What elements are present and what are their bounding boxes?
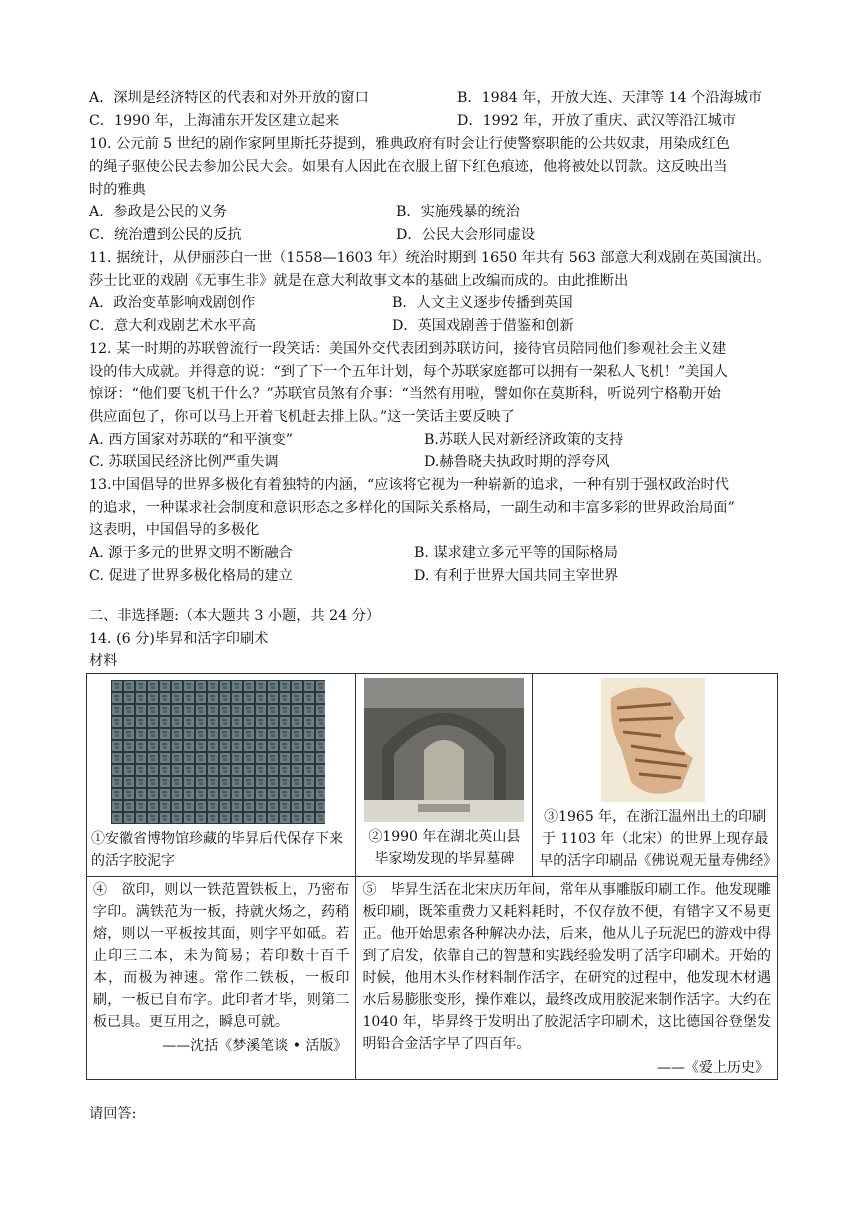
q10-stem-line: 10. 公元前 5 世纪的剧作家阿里斯托芬提到，雅典政府有时会让行使警察职能的公共奴隶，用染成红色 [89, 136, 730, 152]
q9-option-a: A．深圳是经济特区的代表和对外开放的窗口 [89, 90, 369, 106]
section2-heading: 二、非选择题:（本大题共 3 小题，共 24 分） [89, 608, 381, 624]
closing-prompt: 请回答: [89, 1106, 137, 1122]
q13-option-b: B. 谋求建立多元平等的国际格局 [414, 545, 618, 561]
q12-stem-line: 供应面包了，你可以马上开着飞机赶去排上队。”这一笑话主要反映了 [89, 409, 515, 425]
material-4-source: ——沈括《梦溪笔谈 • 活版》 [162, 1038, 348, 1054]
q13-stem-line: 13.中国倡导的世界多极化有着独特的内涵，“应该将它视为一种崭新的追求，一种有别于强权政治时代 [89, 477, 729, 493]
q13-option-c: C. 促进了世界多极化格局的建立 [89, 568, 293, 584]
q13-stem-line: 的追求，一种谋求社会制度和意识形态之多样化的国际关系格局，一副生动和丰富多彩的世界政治局面” [89, 500, 735, 516]
q11-stem-line: 莎士比亚的戏剧《无事生非》就是在意大利故事文本的基础上改编而成的。由此推断出 [89, 273, 629, 289]
q13-option-a: A. 源于多元的世界文明不断融合 [89, 545, 293, 561]
q12-option-b: B.苏联人民对新经济政策的支持 [424, 432, 624, 448]
q9-option-c: C．1990 年，上海浦东开发区建立起来 [89, 113, 340, 129]
material-3-caption: ③1965 年，在浙江温州出土的印刷于 1103 年（北宋）的世界上现存最早的活字印刷品《佛说观无量寿佛经》 [539, 809, 778, 869]
clay-type-photo [87, 674, 355, 824]
material-5-source: ——《爱上历史》 [657, 1060, 769, 1076]
material-cell-2 [356, 674, 533, 877]
material-2-caption: ②1990 年在湖北英山县毕家坳发现的毕昇墓碑 [368, 829, 521, 867]
tombstone-photo [356, 674, 532, 822]
q11-option-b: B．人文主义逐步传播到英国 [392, 295, 573, 311]
material-cell-3 [533, 674, 778, 877]
q11-option-d: D．英国戏剧善于借鉴和创新 [392, 318, 574, 334]
q9-option-d: D．1992 年，开放了重庆、武汉等沿江城市 [457, 113, 736, 129]
q10-option-b: B．实施残暴的统治 [396, 204, 520, 220]
q12-option-c: C. 苏联国民经济比例严重失调 [89, 454, 279, 470]
q10-stem-line: 时的雅典 [89, 182, 146, 198]
material-cell-4 [87, 877, 356, 1080]
material-cell-1 [87, 674, 356, 877]
material-4-text: ④ 欲印，则以一铁范置铁板上，乃密布字印。满铁范为一板，持就火炀之，药稍熔，则以一平板按其面，则字平如砥。若止印三二本，未为简易；若印数十百千本，而极为神速。常作二铁板，一板印刷，一板已自布字。此印者才毕，则第二板已具。更互用之，瞬息可就。 [93, 882, 350, 1030]
q13-stem-line: 这表明，中国倡导的多极化 [89, 522, 260, 538]
buddhist-sutra-print-photo [533, 674, 777, 802]
material-cell-5 [356, 877, 778, 1080]
material-1-caption: ①安徽省博物馆珍藏的毕昇后代保存下来的活字胶泥字 [91, 831, 343, 869]
q10-option-d: D．公民大会形同虚设 [396, 227, 536, 243]
q12-stem-line: 12. 某一时期的苏联曾流行一段笑话：美国外交代表团到苏联访问，接待官员陪同他们参观社会主义建 [89, 341, 727, 357]
q12-stem-line: 设的伟大成就。并得意的说：“到了下一个五年计划，每个苏联家庭都可以拥有一架私人飞机！”美国人 [89, 364, 728, 380]
q10-option-a: A．参政是公民的义务 [89, 204, 227, 220]
q10-option-c: C．统治遭到公民的反抗 [89, 227, 242, 243]
q12-stem-line: 惊讶：“他们要飞机干什么？”苏联官员煞有介事：“当然有用啦，譬如你在莫斯科，听说列宁格勒开始 [89, 386, 721, 402]
q11-option-c: C．意大利戏剧艺术水平高 [89, 318, 256, 334]
q10-stem-line: 的绳子驱使公民去参加公民大会。如果有人因此在衣服上留下红色痕迹，他将被处以罚款。这反映出当 [89, 159, 728, 175]
q11-stem-line: 11. 据统计，从伊丽莎白一世（1558—1603 年）统治时期到 1650 年共有 563 部意大利戏剧在英国演出。 [89, 250, 771, 266]
q12-option-d: D.赫鲁晓夫执政时期的浮夸风 [424, 454, 610, 470]
material-5-text: ⑤ 毕昇生活在北宋庆历年间，常年从事雕版印刷工作。他发现雕板印刷，既笨重费力又耗料耗时，不仅存放不便，有错字又不易更正。他开始思索各种解决办法，后来，他从儿子玩泥巴的游戏中得到了启发，依靠自己的智慧和实践经验发明了活字印刷术。开始的时候，他用木头作材料制作活字，在研究的过程中，他发现木材遇水后易膨胀变形，操作难以，最终改成用胶泥来制作活字。大约在 1040 年，毕昇终于发明出了胶泥活字印刷术，这比德国谷登堡发明铅合金活字早了四百年。 [362, 882, 771, 1052]
q11-option-a: A．政治变革影响戏剧创作 [89, 295, 256, 311]
material-label: 材料 [89, 653, 118, 669]
q14-title: 14. (6 分)毕昇和活字印刷术 [89, 631, 269, 647]
q9-option-b: B．1984 年，开放大连、天津等 14 个沿海城市 [457, 90, 763, 106]
q13-option-d: D. 有利于世界大国共同主宰世界 [414, 568, 619, 584]
q12-option-a: A. 西方国家对苏联的“和平演变” [89, 432, 294, 448]
materials-table [86, 673, 778, 1080]
